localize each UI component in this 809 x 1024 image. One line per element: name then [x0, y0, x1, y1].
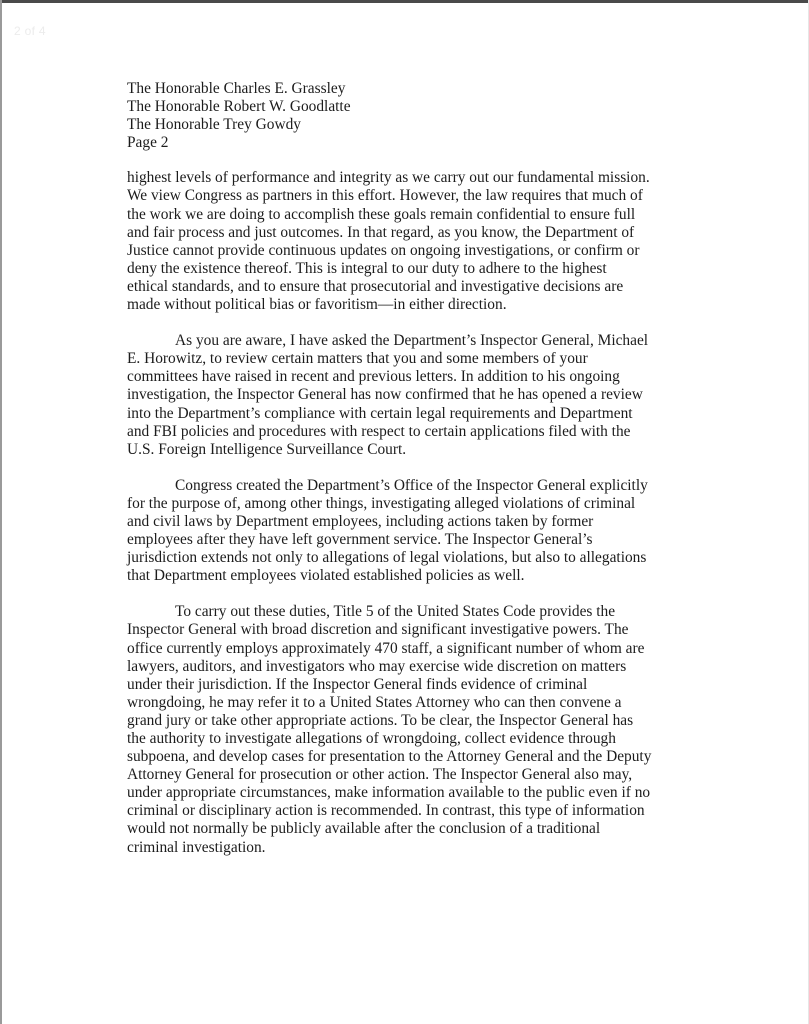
letter-header	[127, 80, 697, 152]
text-line: made without political bias or favoritism—in either direction.	[127, 296, 507, 314]
paragraph-oig-jurisdiction	[127, 477, 697, 586]
paragraph-continuation	[127, 169, 697, 314]
text-line: Justice cannot provide continuous updates on ongoing investigations, or confirm or	[127, 241, 640, 259]
text-line: the work we are doing to accomplish these goals remain confidential to ensure full	[127, 205, 636, 223]
paragraph-oig-powers	[127, 603, 697, 856]
text-line: would not normally be publicly available after the conclusion of a traditional	[127, 820, 601, 838]
text-line: under their jurisdiction. If the Inspector General finds evidence of criminal	[127, 675, 588, 693]
text-line: jurisdiction extends not only to allegations of legal violations, but also to allegations	[127, 549, 647, 567]
text-line: that Department employees violated established policies as well.	[127, 567, 525, 585]
text-line: investigation, the Inspector General has now confirmed that he has opened a review	[127, 386, 643, 404]
text-line: grand jury or take other appropriate actions. To be clear, the Inspector General has	[127, 711, 634, 729]
text-line: the authority to investigate allegations of wrongdoing, collect evidence through	[127, 730, 616, 747]
text-line: into the Department’s compliance with certain legal requirements and Department	[127, 404, 633, 422]
page-indicator: 2 of 4	[14, 24, 46, 38]
text-line: employees after they have left government service. The Inspector General’s	[127, 531, 593, 549]
addressee-line: The Honorable Trey Gowdy	[127, 116, 301, 134]
viewer-top-border	[0, 0, 809, 3]
text-line: U.S. Foreign Intelligence Surveillance Court.	[127, 440, 407, 458]
text-line: criminal or disciplinary action is recommended. In contrast, this type of information	[127, 802, 645, 820]
viewer-left-border	[0, 0, 2, 1024]
text-line: and civil laws by Department employees, including actions taken by former	[127, 512, 594, 530]
text-line: highest levels of performance and integrity as we carry out our fundamental mission.	[127, 169, 650, 187]
text-line: We view Congress as partners in this effort. However, the law requires that much of	[127, 187, 643, 205]
text-line: To carry out these duties, Title 5 of the United States Code provides the	[175, 603, 616, 621]
text-line: Congress created the Department’s Office of the Inspector General explicitly	[175, 476, 648, 494]
text-line: wrongdoing, he may refer it to a United States Attorney who can then convene a	[127, 693, 622, 711]
text-line: E. Horowitz, to review certain matters that you and some members of your	[127, 350, 588, 368]
text-line: Inspector General with broad discretion and significant investigative powers. The	[127, 621, 629, 639]
text-line: deny the existence thereof. This is integral to our duty to adhere to the highest	[127, 259, 607, 277]
text-line: under appropriate circumstances, make information available to the public even if no	[127, 784, 651, 802]
text-line: subpoena, and develop cases for presentation to the Attorney General and the Deputy	[127, 748, 652, 766]
text-line: ethical standards, and to ensure that prosecutorial and investigative decisions are	[127, 277, 624, 295]
letter-page	[127, 80, 697, 875]
addressee-line: The Honorable Charles E. Grassley	[127, 80, 346, 97]
paragraph-inspector-general-review	[127, 332, 697, 459]
page-label: Page 2	[127, 134, 169, 152]
text-line: Attorney General for prosecution or other action. The Inspector General also may,	[127, 766, 633, 784]
text-line: lawyers, auditors, and investigators who may exercise wide discretion on matters	[127, 657, 627, 675]
addressee-line: The Honorable Robert W. Goodlatte	[127, 98, 351, 116]
text-line: for the purpose of, among other things, investigating alleged violations of criminal	[127, 494, 636, 512]
text-line: criminal investigation.	[127, 838, 266, 856]
text-line: and FBI policies and procedures with respect to certain applications filed with the	[127, 422, 631, 440]
text-line: office currently employs approximately 470 staff, a significant number of whom are	[127, 639, 645, 657]
text-line: committees have raised in recent and previous letters. In addition to his ongoing	[127, 368, 620, 386]
text-line: and fair process and just outcomes. In that regard, as you know, the Department of	[127, 223, 635, 241]
text-line: As you are aware, I have asked the Department’s Inspector General, Michael	[175, 332, 649, 350]
